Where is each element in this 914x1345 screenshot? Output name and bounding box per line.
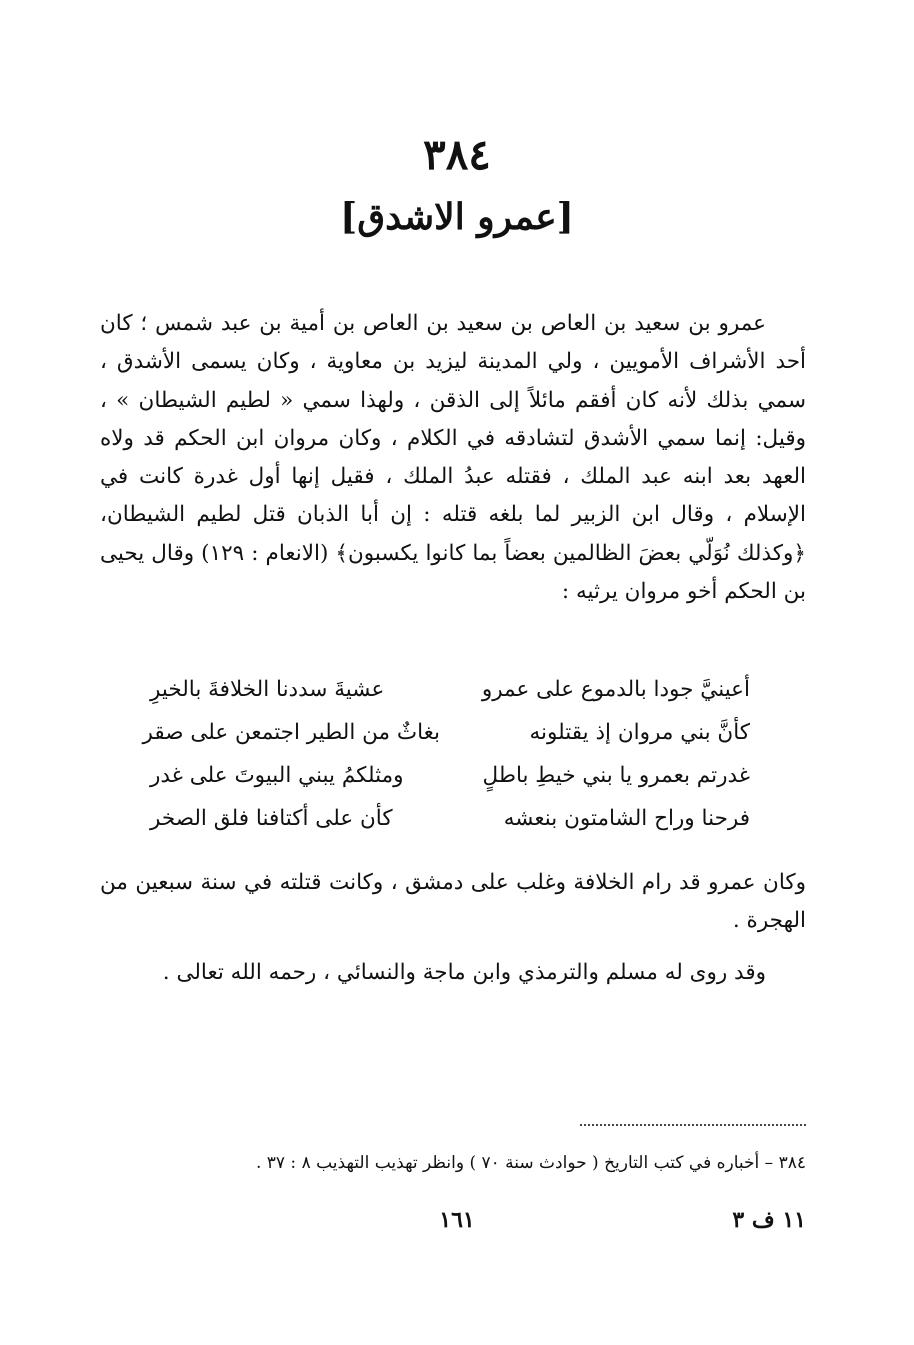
verse-2-first-hemistich: كأنَّ بني مروان إذ يقتلونه bbox=[529, 720, 750, 745]
footnote-divider bbox=[580, 1124, 806, 1126]
entry-title: [عمرو الاشدق] bbox=[340, 196, 574, 238]
paragraph-death: وكان عمرو قد رام الخلافة وغلب على دمشق ، وكانت قتلته في سنة سبعين من الهجرة . bbox=[100, 870, 806, 933]
verse-3 bbox=[150, 754, 750, 797]
verse-1-first-hemistich: أعينيَّ جودا بالدموع على عمرو bbox=[481, 677, 750, 702]
paragraph-narrators: وقد روى له مسلم والترمذي وابن ماجة والنسائي ، رحمه الله تعالى . bbox=[162, 960, 766, 985]
entry-number: ٣٨٤ bbox=[423, 130, 491, 179]
verse-4-first-hemistich: فرحنا وراح الشامتون بنعشه bbox=[503, 806, 750, 831]
verse-3-first-hemistich: غدرتم بعمرو يا بني خيطِ باطلٍ bbox=[482, 763, 750, 788]
verse-2 bbox=[142, 711, 750, 754]
verse-1 bbox=[150, 668, 750, 711]
footnote: ٣٨٤ – أخباره في كتب التاريخ ( حوادث سنة ٧٠ ) وانظر تهذيب التهذيب ٨ : ٣٧ . bbox=[255, 1153, 806, 1173]
verse-4-second-hemistich: كأن على أكتافنا فلق الصخر bbox=[150, 806, 393, 831]
elegy-poem bbox=[142, 668, 750, 840]
verse-3-second-hemistich: ومثلكمُ يبني البيوتَ على غدر bbox=[150, 763, 404, 788]
verse-2-second-hemistich: بغاثٌ من الطير اجتمعن على صقر bbox=[142, 720, 440, 745]
verse-1-second-hemistich: عشيةَ سددنا الخلافةَ بالخيرِ bbox=[150, 677, 385, 702]
closing-text bbox=[100, 864, 806, 992]
page-number: ١٦١ bbox=[439, 1207, 475, 1233]
paragraph-biography: عمرو بن سعيد بن العاص بن سعيد بن العاص بن أمية بن عبد شمس ؛ كان أحد الأشراف الأمويين ، ولي المدينة ليزيد بن معاوية ، وكان يسمى الأشدق ، سمي بذلك لأنه كان أفقم مائلاً إلى الذقن ، ولهذا سمي « لطيم الشيطان » ، وقيل: إنما سمي الأشدق لتشادقه في الكلام ، وكان مروان ابن الحكم قد ولاه العهد بعد ابنه عبد الملك ، فقتله عبدُ الملك ، فقيل إنها أول غدرة كانت في الإسلام ، وقال ابن الزبير لما بلغه قتله : إن أبا الذبان قتل لطيم الشيطان، ﴿وكذلك نُوَلّي بعضَ الظالمين بعضاً بما كانوا يكسبون﴾ (الانعام : ١٢٩) وقال يحيى بن الحكم أخو مروان يرثيه : bbox=[100, 311, 806, 605]
main-text bbox=[100, 305, 806, 611]
printer-signature: ١١ ف ٣ bbox=[732, 1207, 806, 1233]
verse-4 bbox=[150, 797, 750, 840]
